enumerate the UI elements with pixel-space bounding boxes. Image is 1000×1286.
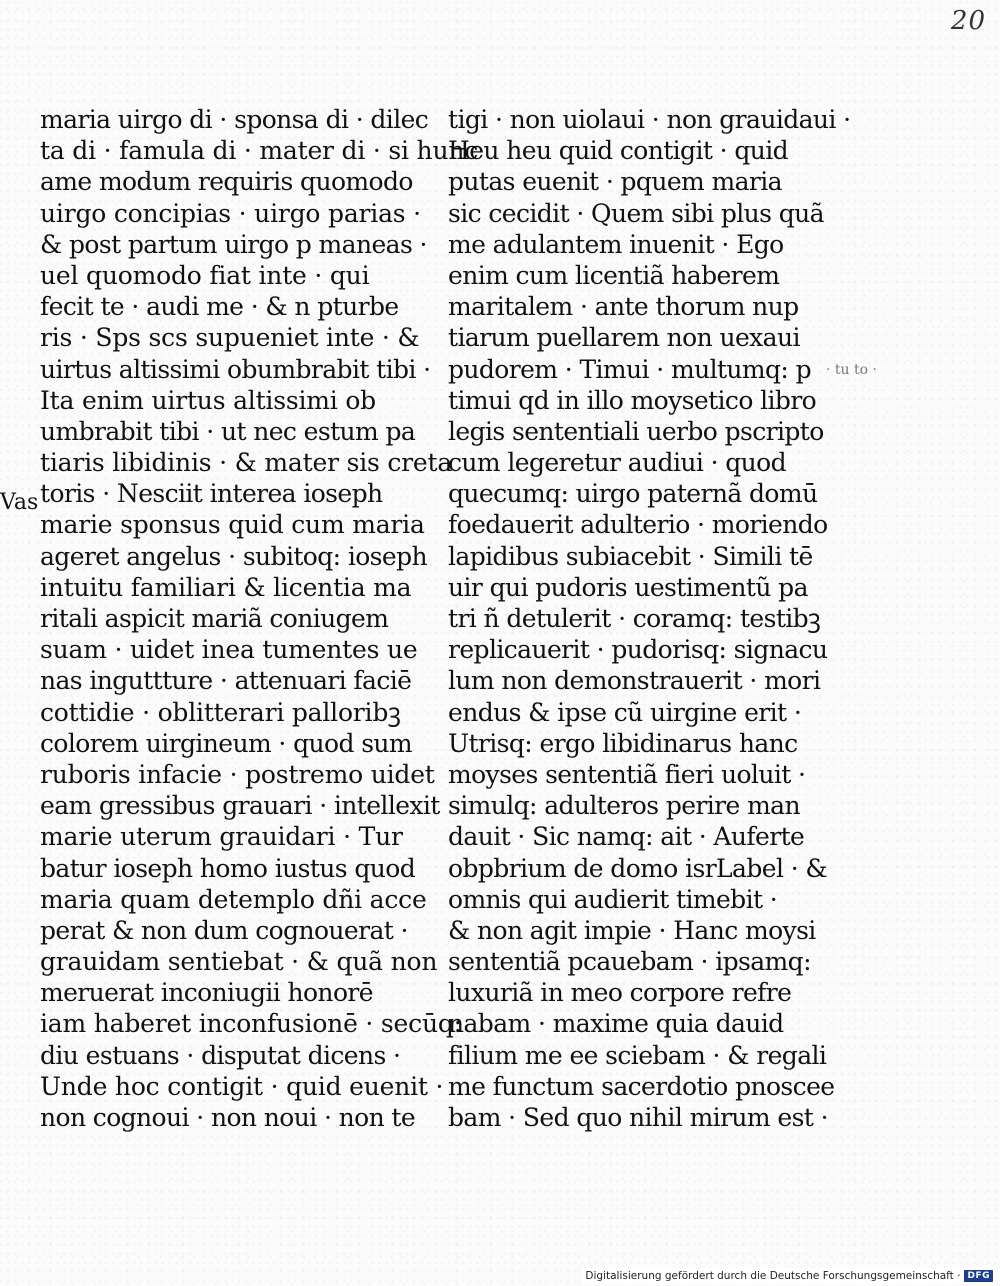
right-column-line: uir qui pudoris uestimentũ pa (448, 572, 808, 602)
left-column-line: uirgo concipias · uirgo parias · (40, 198, 421, 228)
right-column-line: maritalem · ante thorum nup (448, 292, 799, 322)
left-column-line: uel quomodo fiat inte · qui (40, 260, 370, 290)
folio-number: 20 (950, 6, 986, 36)
right-column-line: cum legeretur audiui · quod (448, 448, 787, 478)
left-column-line: eam gressibus grauari · intellexit (40, 791, 440, 821)
right-column-line: sic cecidit · Quem sibi plus quã (448, 198, 824, 228)
right-column-line: replicauerit · pudorisq: signacu (448, 635, 828, 665)
right-column-line: timui qd in illo moysetico libro (448, 385, 817, 415)
right-column-line: quecumq: uirgo paternã domū (448, 479, 818, 509)
left-column-line: maria uirgo di · sponsa di · dilec (40, 105, 429, 134)
right-column-line: lapidibus subiacebit · Simili tē (448, 541, 813, 571)
dfg-logo: DFG (964, 1270, 993, 1282)
left-column-line: ageret angelus · subitoq: ioseph (40, 541, 427, 571)
credit-text: Digitalisierung gefördert durch die Deutsche Forschungsgemeinschaft · (585, 1270, 961, 1282)
left-column-line: colorem uirgineum · quod sum (40, 728, 413, 758)
left-column-line: umbrabit tibi · ut nec estum pa (40, 416, 416, 446)
left-column-line: ritali aspicit mariã coniugem (40, 604, 389, 633)
right-column-line: filium me ee sciebam · & regali (448, 1040, 827, 1070)
left-column-line: meruerat inconiugii honorē (40, 978, 373, 1008)
left-column-line: ris · Sps scs supueniet inte · & (40, 323, 420, 353)
left-column-line: batur ioseph homo iustus quod (40, 853, 416, 883)
right-column-line: Utrisq: ergo libidinarus hanc (448, 728, 798, 758)
right-column-line: me functum sacerdotio pnoscee (448, 1071, 835, 1101)
left-column-line: non cognoui · non noui · non te (40, 1103, 416, 1132)
right-column-line: simulq: adulteros perire man (448, 791, 800, 821)
right-text-column (448, 104, 851, 1133)
left-column-line: & post partum uirgo p maneas · (40, 229, 427, 259)
left-column-line: uirtus altissimi obumbrabit tibi · (40, 354, 431, 384)
right-column-line: tiarum puellarem non uexaui (448, 323, 800, 353)
right-column-line: legis sententiali uerbo pscripto (448, 416, 824, 446)
right-column-line: nabam · maxime quia dauid (448, 1009, 784, 1039)
right-column-line: foedauerit adulterio · moriendo (448, 510, 828, 540)
left-column-line: tiaris libidinis · & mater sis creta (40, 448, 453, 478)
left-column-line: diu estuans · disputat dicens · (40, 1040, 401, 1070)
left-text-column (40, 104, 479, 1133)
right-column-line: endus & ipse cũ uirgine erit · (448, 697, 802, 727)
left-margin-note: Vas (0, 490, 39, 515)
right-column-line: luxuriã in meo corpore refre (448, 978, 792, 1008)
right-column-line: me adulantem inuenit · Ego (448, 229, 784, 259)
right-column-line: & non agit impie · Hanc moysi (448, 915, 816, 945)
right-column-line: tri ñ detulerit · coramq: testibꝫ (448, 604, 821, 633)
left-column-line: perat & non dum cognouerat · (40, 915, 408, 945)
right-column-line: enim cum licentiã haberem (448, 260, 780, 290)
right-column-line: putas euenit · pquem maria (448, 167, 782, 197)
left-column-line: nas inguttture · attenuari faciē (40, 666, 412, 696)
left-column-line: suam · uidet inea tumentes ue (40, 635, 418, 665)
right-column-line: dauit · Sic namq: ait · Auferte (448, 822, 805, 852)
digitization-credit (582, 1268, 996, 1284)
left-column-line: toris · Nesciit interea ioseph (40, 479, 383, 509)
right-column-line: sententiã pcauebam · ipsamq: (448, 947, 811, 977)
right-column-line: omnis qui audierit timebit · (448, 884, 778, 914)
right-column-line: pudorem · Timui · multumq: p (448, 354, 811, 384)
left-column-line: intuitu familiari & licentia ma (40, 572, 412, 602)
left-column-line: Unde hoc contigit · quid euenit · (40, 1071, 444, 1101)
right-column-line: bam · Sed quo nihil mirum est · (448, 1103, 828, 1132)
left-column-line: iam haberet inconfusionē · secūq: (40, 1009, 462, 1039)
left-column-line: ta di · famula di · mater di · si hunc (40, 136, 479, 166)
left-column-line: marie sponsus quid cum maria (40, 510, 425, 540)
left-column-line: grauidam sentiebat · & quã non (40, 947, 438, 977)
right-column-line: obpbrium de domo isrLabel · & (448, 853, 828, 883)
right-column-line: moyses sententiã fieri uoluit · (448, 759, 806, 789)
left-column-line: fecit te · audi me · & n pturbe (40, 292, 399, 322)
left-column-line: ruboris infacie · postremo uidet (40, 759, 435, 789)
left-column-line: Ita enim uirtus altissimi ob (40, 385, 376, 415)
left-column-line: cottidie · oblitterari palloribꝫ (40, 697, 401, 727)
right-column-line: tigi · non uiolaui · non grauidaui · (448, 105, 851, 134)
right-column-line: lum non demonstrauerit · mori (448, 666, 821, 696)
right-column-line: Heu heu quid contigit · quid (448, 136, 789, 166)
left-column-line: ame modum requiris quomodo (40, 167, 413, 197)
left-column-line: marie uterum grauidari · Tur (40, 822, 403, 852)
left-column-line: maria quam detemplo dñi acce (40, 884, 427, 914)
right-margin-note: · tu to · (826, 362, 877, 378)
